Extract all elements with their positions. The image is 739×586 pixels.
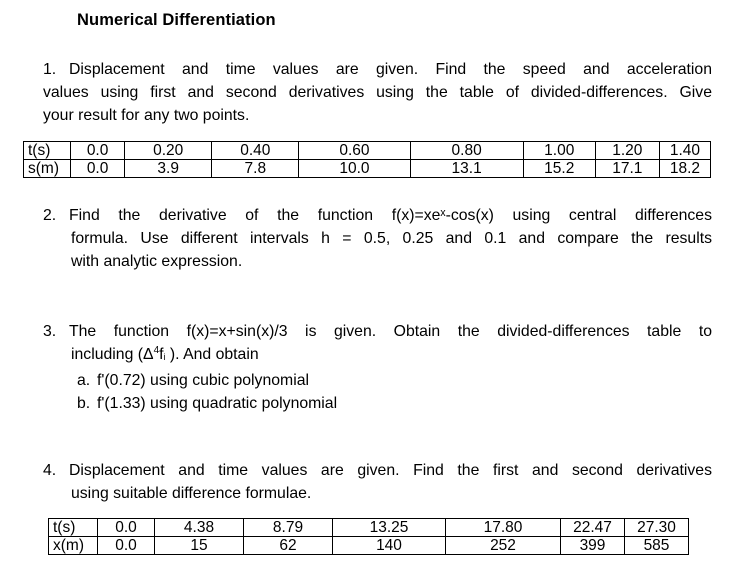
table-row [24,160,711,178]
table-cell: 0.0 [71,160,125,178]
table-cell: 1.40 [659,142,710,160]
table-cell: 8.79 [244,519,333,537]
table-cell: 0.60 [299,142,410,160]
table-cell: 17.80 [446,519,561,537]
table-row [49,519,689,537]
table-cell: 0.20 [125,142,212,160]
displacement-table-1 [23,141,711,178]
question-2-line-2: formula. Use different intervals h = 0.5, 0.25 and 0.1 and compare the results [71,230,712,247]
table-cell: 13.25 [333,519,446,537]
table-cell: 22.47 [561,519,625,537]
table-cell: 0.40 [212,142,299,160]
table-cell: 0.80 [410,142,523,160]
table-cell: 15.2 [523,160,595,178]
table-cell: 62 [244,537,333,555]
question-3 [43,320,712,415]
question-1-line-1: 1. Displacement and time values are given. Find the speed and acceleration [43,58,712,81]
table-cell: 4.38 [155,519,244,537]
question-2 [43,204,712,273]
table-row [24,142,711,160]
table-cell: 0.0 [98,519,155,537]
table-cell: 252 [446,537,561,555]
table-cell: 140 [333,537,446,555]
question-4 [43,459,712,505]
question-3-line-1: 3. The function f(x)=x+sin(x)/3 is given. Obtain the divided-differences table to [43,320,712,343]
table-cell: 27.30 [625,519,689,537]
table-row [49,537,689,555]
table-cell: t(s) [49,519,98,537]
displacement-table-2 [48,518,689,555]
table-cell: 399 [561,537,625,555]
page-title: Numerical Differentiation [77,11,276,29]
table-cell: 0.0 [98,537,155,555]
table-cell: 1.20 [595,142,659,160]
table-cell: 1.00 [523,142,595,160]
question-1 [43,58,712,127]
table-cell: 585 [625,537,689,555]
question-4-line-1: 4. Displacement and time values are given. Find the first and second derivatives [43,459,712,482]
table-cell: 17.1 [595,160,659,178]
question-1-line-3: your result for any two points. [43,107,250,124]
table-cell: 3.9 [125,160,212,178]
question-1-number: 1. [43,61,57,78]
question-1-line-2: values using first and second derivatives using the table of divided-differences. Give [43,84,712,101]
question-3-part-a: a. f'(0.72) using cubic polynomial [77,372,309,389]
table-cell: t(s) [24,142,71,160]
question-3-part-b: b. f'(1.33) using quadratic polynomial [77,395,338,412]
table-cell: 18.2 [659,160,710,178]
question-4-number: 4. [43,462,57,479]
table-cell: s(m) [24,160,71,178]
table-cell: 7.8 [212,160,299,178]
question-4-line-2: using suitable difference formulae. [71,485,312,502]
table-cell: 10.0 [299,160,410,178]
question-3-number: 3. [43,323,57,340]
question-2-line-3: with analytic expression. [71,253,243,270]
table-cell: 0.0 [71,142,125,160]
question-3-line-2: including ($\Delta^4fi$ ). And obtain [71,345,259,363]
question-2-line-1: 2. Find the derivative of the function f(x)=xeˣ-cos(x) using central differences [43,204,712,227]
question-2-number: 2. [43,207,57,224]
table-cell: 15 [155,537,244,555]
table-cell: 13.1 [410,160,523,178]
table-cell: x(m) [49,537,98,555]
